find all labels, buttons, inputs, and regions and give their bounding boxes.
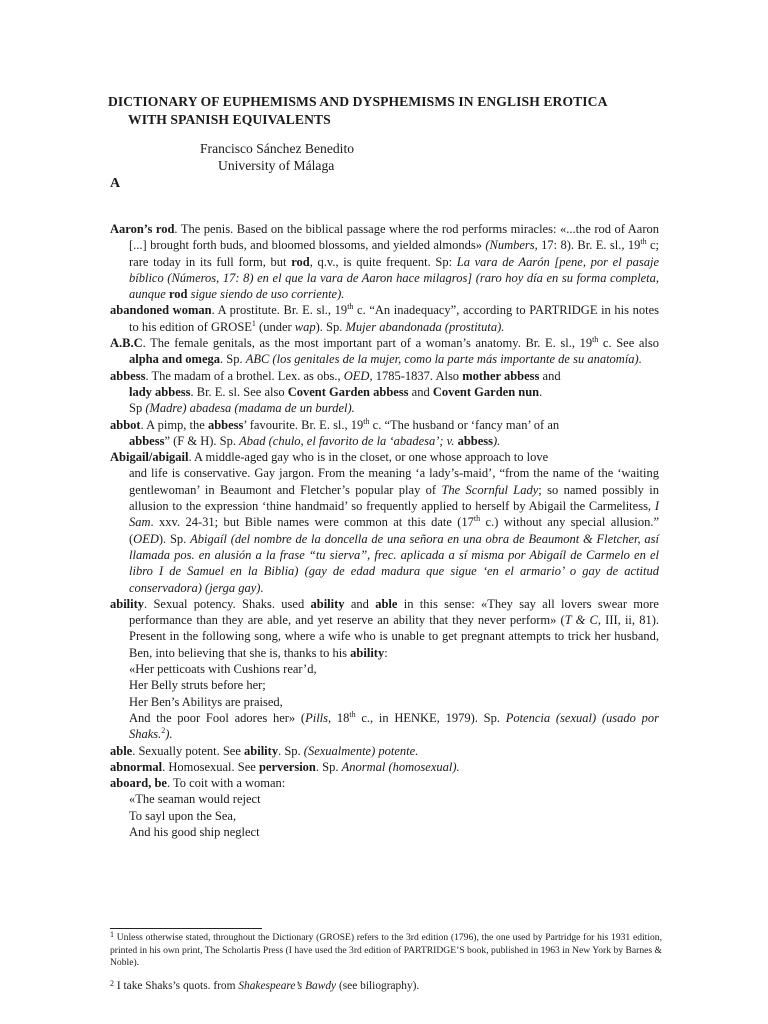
entry-italic: Pills, bbox=[305, 710, 332, 725]
entry-text: ’ favourite. Br. E. sl., 19 bbox=[243, 417, 364, 432]
entry-text: c. “An inadequacy”, according to PARTRIDGE in his notes to his edition of GROSE bbox=[129, 303, 660, 334]
entry-italic: T & C, bbox=[564, 613, 601, 628]
entry-able bbox=[110, 743, 659, 759]
entry-text: c; rare today in its full form, but bbox=[129, 238, 659, 269]
entry-text: . Sp. bbox=[220, 352, 246, 367]
superscript: th bbox=[363, 416, 370, 426]
title-line-2: WITH SPANISH EQUIVALENTS bbox=[128, 112, 331, 127]
cross-reference: rod bbox=[291, 254, 310, 269]
entry-text: . A prostitute. Br. E. sl., 19 bbox=[211, 303, 348, 318]
cross-reference: alpha and omega bbox=[129, 352, 220, 367]
cross-reference: ability bbox=[350, 645, 385, 660]
cross-reference: abbess bbox=[207, 417, 244, 432]
entry-text: : bbox=[384, 645, 388, 660]
entry-text: . Sp. bbox=[315, 759, 342, 774]
entry-headword: abandoned woman bbox=[110, 303, 212, 318]
entry-text: (under bbox=[255, 319, 295, 334]
superscript: th bbox=[349, 709, 356, 719]
entry-headword: ability bbox=[110, 596, 145, 611]
entry-italic: wap bbox=[294, 319, 316, 334]
spanish-equivalent: ). bbox=[493, 433, 501, 448]
spanish-equivalent: Anormal (homosexual). bbox=[341, 759, 460, 774]
spanish-equivalent: ). bbox=[165, 727, 173, 742]
entry-text: c., in HENKE, 1979). Sp. bbox=[355, 710, 506, 725]
superscript: th bbox=[473, 514, 481, 524]
entry-text: ; so named possibly in allusion to the expression ‘thine handmaid’ so frequently applied to herself by Abigail the Carmelitess, bbox=[129, 482, 660, 514]
entry-headword: abbot bbox=[110, 417, 141, 432]
verse-line: And his good ship neglect bbox=[129, 824, 260, 839]
entry-text: ” (F & H). Sp. bbox=[164, 433, 240, 448]
entry-italic: (Numbers, bbox=[485, 238, 538, 253]
entry-italic: OED, bbox=[343, 368, 373, 383]
dictionary-entries bbox=[110, 221, 659, 840]
spanish-equivalent: La vara de Aarón [pene, por el pasaje bíblico (Números, 17: 8) en el que la vara de Aaron hace milagros] (raro hoy día en su forma completa, aunque bbox=[129, 254, 660, 302]
entry-text: , q.v., is quite frequent. Sp: bbox=[309, 254, 457, 269]
entry-abandoned-woman bbox=[110, 302, 659, 335]
entry-headword: abnormal bbox=[110, 759, 163, 774]
spanish-equivalent: Abad (chulo, el favorito de la ‘abadesa’; v. bbox=[239, 433, 458, 448]
spanish-equivalent: ABC (los genitales de la mujer, como la parte más importante de su anatomía). bbox=[245, 352, 642, 367]
entry-text: c. See also bbox=[598, 336, 660, 351]
author-affiliation: University of Málaga bbox=[218, 158, 335, 173]
footnote-1 bbox=[110, 932, 662, 970]
cross-reference: Covent Garden abbess bbox=[287, 384, 409, 399]
entry-text: c. “The husband or ‘fancy man’ of an bbox=[369, 417, 560, 432]
footnote-ref-2[interactable]: 2 bbox=[161, 726, 166, 736]
footnote-number: 1 bbox=[110, 930, 114, 939]
verse-line: Her Belly struts before her; bbox=[129, 678, 266, 693]
cross-reference: ability bbox=[310, 596, 345, 611]
entry-abigail bbox=[110, 449, 659, 596]
entry-aboard-be bbox=[110, 775, 659, 791]
entry-text: 1785-1837. Also bbox=[372, 368, 463, 383]
entry-text: and bbox=[539, 368, 561, 383]
spanish-equivalent: Abigaíl (del nombre de la doncella de una señora en una obra de Beaumont & Fletcher, así llamada pos. en alusión a la frase “tu sierva”, frec. aplicada a sí misma por Abigaíl de Carmelo en el libro I de Samuel en la Biblia) (gay de edad madura que sigue ‘en el armario’ o gay de actitud conservadora) (jerga gay). bbox=[129, 531, 659, 595]
entry-text: And the poor Fool adores her» ( bbox=[129, 710, 306, 725]
entry-text: . A pimp, the bbox=[140, 417, 208, 432]
superscript: th bbox=[347, 302, 354, 312]
entry-text: . Sp. bbox=[278, 743, 304, 758]
entry-italic: OED bbox=[133, 531, 159, 546]
footnote-ref-1[interactable]: 1 bbox=[251, 318, 256, 328]
entry-text: . xxv. 24-31; but Bible names were common at this date (17 bbox=[150, 515, 474, 530]
entry-text: and life is conservative. Gay jargon. From the meaning ‘a lady’s-maid’, “from the name of the ‘waiting gentlewoman’ in Beaumont and Fletcher’s popular play of bbox=[129, 466, 659, 497]
footnote-number: 2 bbox=[110, 979, 114, 988]
entry-abbess bbox=[110, 368, 659, 417]
entry-headword: Abigail/abigail bbox=[110, 450, 189, 465]
document-title bbox=[108, 93, 668, 129]
cross-reference: ability bbox=[244, 743, 279, 758]
entry-text: . Br. E. sl. See also bbox=[190, 384, 288, 399]
footnote-book-title: Shakespeare’s Bawdy bbox=[238, 980, 337, 992]
entry-headword: able bbox=[110, 743, 133, 758]
entry-text: ). Sp. bbox=[158, 531, 191, 546]
cross-reference: mother abbess bbox=[462, 368, 540, 383]
spanish-equivalent: (Sexualmente) potente. bbox=[303, 743, 419, 758]
entry-aarons-rod bbox=[110, 221, 659, 302]
verse-line: «Her petticoats with Cushions rear’d, bbox=[129, 662, 317, 677]
entry-text: and bbox=[344, 596, 376, 611]
footnote-text: Unless otherwise stated, throughout the Dictionary (GROSE) refers to the 3rd edition (1796), the one used by Partridge for his 1931 edition, printed in his own print, The Scholartis Press (I have used the 3rd edition of PARTRIDGE’S book, published in 1963 in New York by Barnes & Noble). bbox=[110, 932, 662, 969]
cross-reference: abbess bbox=[457, 433, 493, 448]
entry-headword: Aaron’s rod bbox=[110, 222, 175, 236]
entry-text: . bbox=[539, 384, 543, 399]
footnote-text: I take Shaks’s quots. from bbox=[114, 980, 239, 992]
entry-text: ). Sp. bbox=[315, 319, 346, 334]
verse-line: To sayl upon the Sea, bbox=[129, 808, 237, 823]
cross-reference: perversion bbox=[258, 759, 316, 774]
entry-text: . A middle-aged gay who is in the closet, or one whose approach to love bbox=[188, 450, 549, 465]
author-name: Francisco Sánchez Benedito bbox=[200, 141, 355, 156]
spanish-equivalent: Mujer abandonada (prostituta). bbox=[345, 319, 505, 334]
entry-text: 18 bbox=[331, 710, 350, 725]
footnote-separator bbox=[110, 928, 262, 929]
entry-text: . Sexually potent. See bbox=[132, 743, 245, 758]
superscript: th bbox=[640, 237, 647, 247]
entry-text: . The female genitals, as the most important part of a woman’s anatomy. Br. E. sl., 19 bbox=[142, 336, 593, 351]
entry-italic: The Scornful Lady bbox=[441, 482, 539, 497]
cross-reference: abbess bbox=[129, 433, 165, 448]
entry-text: and bbox=[408, 384, 433, 399]
entry-abbot bbox=[110, 417, 659, 450]
entry-ability bbox=[110, 596, 659, 661]
cross-reference: lady abbess bbox=[129, 384, 191, 399]
entry-text: 17: 8). Br. E. sl., 19 bbox=[537, 238, 641, 253]
cross-reference: able bbox=[375, 596, 398, 611]
title-line-1: DICTIONARY OF EUPHEMISMS AND DYSPHEMISMS IN ENGLISH EROTICA bbox=[108, 94, 608, 109]
cross-reference: Covent Garden nun bbox=[432, 384, 540, 399]
spanish-equivalent: (Madre) abadesa (madama de un burdel). bbox=[145, 401, 355, 416]
footnote-text: (see biliography). bbox=[336, 980, 420, 992]
verse-line: Her Ben’s Abilitys are praised, bbox=[129, 694, 283, 709]
entry-text: . To coit with a woman: bbox=[166, 776, 286, 791]
entry-text: in this sense: «They say all lovers swear more performance than they are able, and yet reserve an ability that they never perform» ( bbox=[129, 596, 659, 628]
entry-text: . The madam of a brothel. Lex. as obs., bbox=[145, 368, 344, 383]
entry-headword: abbess bbox=[110, 368, 146, 383]
entry-headword: A.B.C bbox=[110, 336, 143, 351]
section-letter: A bbox=[110, 176, 121, 191]
entry-abc bbox=[110, 335, 659, 368]
entry-text: Sp bbox=[129, 401, 146, 416]
verse-line: «The seaman would reject bbox=[129, 792, 261, 807]
entry-headword: aboard, be bbox=[110, 776, 167, 791]
entry-text: c.) without any special allusion.” ( bbox=[129, 515, 660, 546]
spanish-equivalent: sigue siendo de uso corriente). bbox=[187, 287, 345, 302]
entry-text: . Sexual potency. Shaks. used bbox=[144, 596, 311, 611]
spanish-equivalent: Potencia (sexual) (usado por Shaks. bbox=[129, 710, 660, 742]
superscript: th bbox=[592, 335, 599, 345]
footnote-2 bbox=[110, 980, 662, 993]
cross-reference: rod bbox=[168, 287, 188, 302]
entry-text: III, ii, 81). Present in the following song, where a wife who is unable to get pregnant attempts to trick her husband, Ben, into believing that she is, thanks to his bbox=[129, 613, 659, 660]
entry-text: . Homosexual. See bbox=[162, 759, 259, 774]
entry-abnormal bbox=[110, 759, 659, 775]
verse-line-with-citation bbox=[110, 710, 659, 743]
entry-text: . The penis. Based on the biblical passage where the rod performs miracles: «...the rod of Aaron [...] brought forth buds, and bloomed blossoms, and yielded almonds» bbox=[129, 222, 660, 253]
entry-italic: I Sam bbox=[129, 499, 659, 530]
